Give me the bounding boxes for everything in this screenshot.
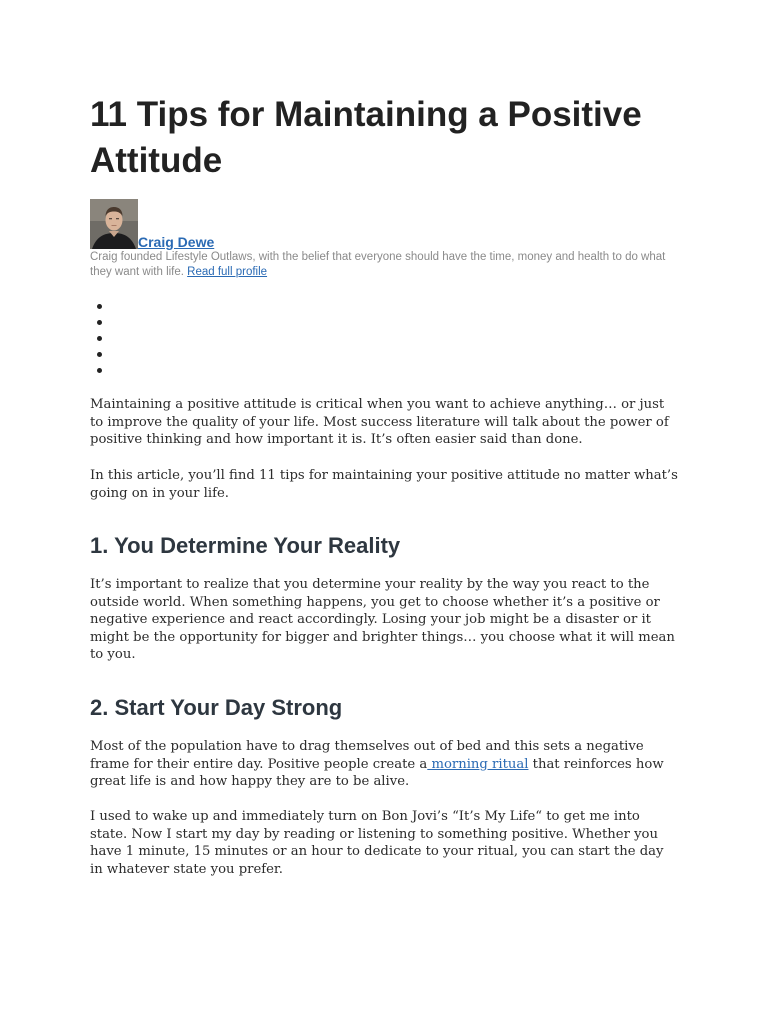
share-item[interactable] — [90, 346, 110, 362]
section-heading-1: 1. You Determine Your Reality — [90, 533, 401, 558]
intro-paragraph-1: Maintaining a positive attitude is critical when you want to achieve anything… or just to improve the quality of your life. Most success literature will talk about the power of positive thinking and how important it is. It’s often easier said than done. — [90, 397, 669, 448]
morning-ritual-link[interactable]: morning ritual — [427, 756, 529, 772]
section-1-paragraph: It’s important to realize that you determine your reality by the way you react to the outside world. When something happens, you get to choose whether it’s a positive or negative experience and react accordingly. Losing your job might be a disaster or it might be the opportunity for bigger and brighter things… you choose what it will mean to you. — [90, 577, 675, 663]
read-full-profile-link[interactable]: Read full profile — [187, 266, 268, 278]
author-photo-icon[interactable] — [90, 199, 138, 249]
author-bio-text: Craig founded Lifestyle Outlaws, with the belief that everyone should have the time, money and health to do what they want with life. — [90, 251, 666, 278]
share-item[interactable] — [90, 330, 110, 346]
section-2-paragraph-2: I used to wake up and immediately turn on Bon Jovi’s “It’s My Life“ to get me into state. Now I start my day by reading or listening to something positive. Whether you have 1 minute, 15 minutes or an hour to dedicate to your ritual, you can start the day in whatever state you prefer. — [90, 809, 664, 877]
section-2-text-after: that reinforces how great life is and how happy they are to be alive. — [90, 756, 664, 790]
article-title: 11 Tips for Maintaining a Positive Attitude — [90, 95, 642, 180]
section-2-text-before: Most of the population have to drag themselves out of bed and this sets a negative frame for their entire day. Positive people create a — [90, 739, 644, 772]
share-item[interactable] — [90, 362, 110, 378]
share-item[interactable] — [90, 298, 110, 314]
section-2-paragraph-1 — [90, 738, 680, 791]
author-name-link[interactable]: Craig Dewe — [138, 234, 215, 250]
section-heading-2: 2. Start Your Day Strong — [90, 695, 343, 720]
share-item[interactable] — [90, 314, 110, 330]
share-list — [90, 298, 110, 378]
author-bio — [90, 250, 680, 280]
intro-paragraph-2: In this article, you’ll find 11 tips for maintaining your positive attitude no matter what’s going on in your life. — [90, 468, 678, 501]
